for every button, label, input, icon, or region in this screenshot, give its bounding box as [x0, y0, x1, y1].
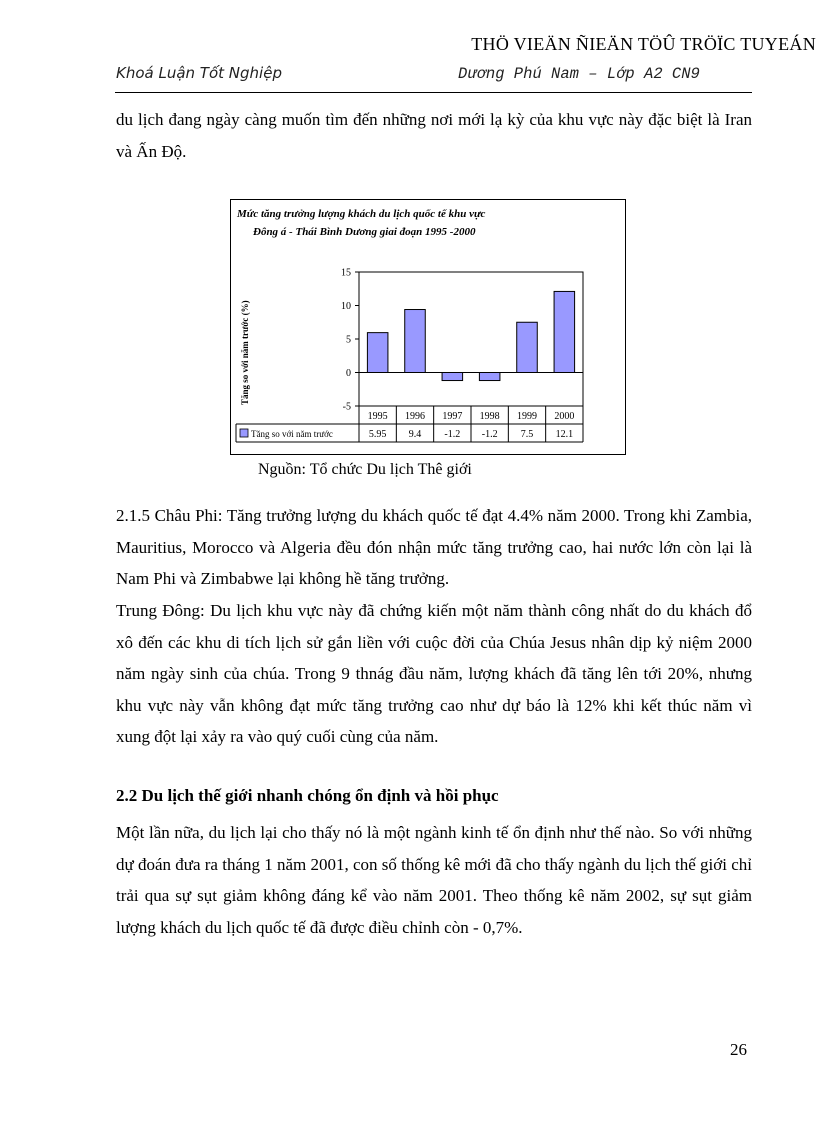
chart-title-line2: Đông á - Thái Bình Dương giai đoạn 1995 -2000: [253, 226, 476, 238]
category-label: 1995: [367, 411, 388, 422]
section-heading: 2.2 Du lịch thế giới nhanh chóng ổn định và hồi phục: [116, 786, 499, 805]
bar-1997: [442, 373, 463, 381]
category-label: 1997: [442, 411, 463, 422]
y-tick-label: -5: [342, 401, 351, 413]
y-tick-label: 10: [341, 301, 351, 312]
chart-y-axis-label: Tăng so với năm trước (%): [240, 300, 250, 405]
paragraph-middle-east: Trung Đông: Du lịch khu vực này đã chứng kiến một năm thành công nhất do du khách đổ xô đến các khu di tích lịch sử gắn liền với cuộc đời của Chúa Jesus nhân dịp kỷ niệm 2000 năm ngày sinh của chúa. Trong 9 thnág đầu năm, lượng khách đã tăng lên tới 20%, nhưng khu vực này vẫn không đạt mức tăng trưởng cao như dự báo là 12% khi kết thúc năm vì xung đột lại xảy ra vào quý cuối cùng của năm.: [116, 601, 752, 746]
data-table-value: 7.5: [520, 429, 534, 440]
paragraph-africa: 2.1.5 Châu Phi: Tăng trưởng lượng du khách quốc tế đạt 4.4% năm 2000. Trong khi Zambia, Mauritius, Morocco và Algeria đều đón nhận mức tăng trưởng cao, hai nước lớn còn lại là Nam Phi và Zimbabwe lại không hề tăng trưởng.: [116, 506, 752, 588]
paragraph-recovery: Một lần nữa, du lịch lại cho thấy nó là một ngành kinh tế ổn định như thế nào. So với những dự đoán đưa ra tháng 1 năm 2001, con số thống kê mới đã cho thấy ngành du lịch thế giới chỉ trải qua sự sụt giảm không đáng kể vào năm 2001. Theo thống kê năm 2002, sự sụt giảm lượng khách du lịch quốc tế đã được điều chỉnh còn - 0,7%.: [116, 823, 752, 937]
data-table-value: 12.1: [555, 429, 574, 440]
legend-label: Tăng so với năm trước: [251, 429, 333, 439]
data-table-value: -1.2: [444, 429, 461, 440]
header-rule: [115, 92, 752, 93]
data-table-value: 5.95: [368, 429, 387, 440]
data-table-value: -1.2: [481, 429, 498, 440]
bar-2000: [554, 291, 575, 372]
category-label: 1998: [479, 411, 500, 422]
bar-1996: [405, 310, 426, 373]
category-label: 1996: [405, 411, 425, 422]
growth-chart: [231, 200, 625, 454]
watermark: THÖ VIEÄN ÑIEÄN TÖÛ TRÖÏC TUYEÁN: [471, 34, 816, 54]
plot-area: [359, 272, 583, 406]
page-number: 26: [730, 1040, 747, 1059]
category-label: 2000: [554, 411, 575, 422]
bar-1998: [479, 373, 500, 381]
category-label: 1999: [517, 411, 537, 422]
chart-source: Nguồn: Tổ chức Du lịch Thê giới: [258, 461, 472, 478]
legend-swatch: [240, 429, 248, 437]
header-left-title: Khoá Luận Tốt Nghiệp: [116, 64, 282, 82]
y-tick-label: 15: [341, 267, 351, 279]
header-right-author: Dương Phú Nam – Lớp A2 CN9: [458, 65, 700, 83]
chart-title-line1: Mức tăng trưởng lượng khách du lịch quốc tế khu vực: [237, 208, 486, 220]
y-tick-label: 0: [346, 368, 351, 379]
y-tick-label: 5: [346, 334, 351, 346]
bar-1999: [517, 322, 538, 372]
paragraph-intro: du lịch đang ngày càng muốn tìm đến những nơi mới lạ kỳ của khu vực này đặc biệt là Iran và Ấn Độ.: [116, 110, 752, 161]
chart-frame: [230, 199, 626, 455]
bar-1995: [367, 333, 388, 373]
data-table-value: 9.4: [408, 429, 422, 440]
